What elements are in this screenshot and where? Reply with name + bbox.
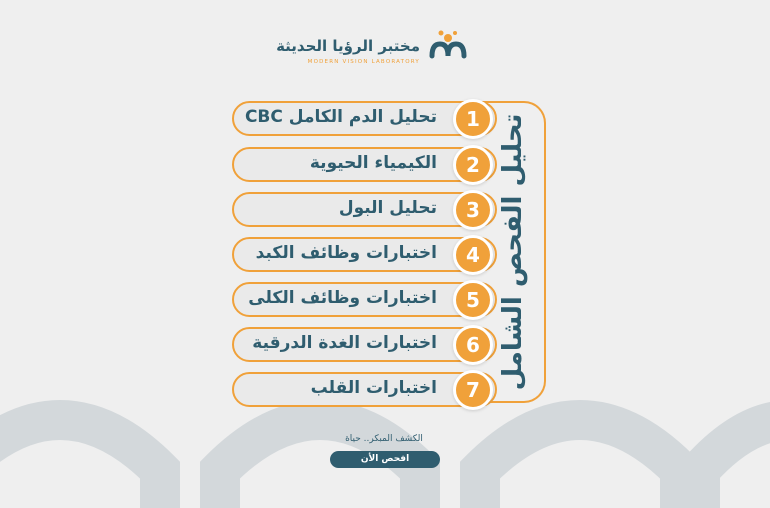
tagline: الكشف المبكر.. حياة: [345, 434, 423, 444]
test-number-badge: 3: [453, 190, 493, 230]
test-number-badge: 6: [453, 325, 493, 365]
test-item-label: الكيمياء الحيوية: [309, 153, 437, 173]
test-item-label: اختبارات وظائف الكبد: [255, 243, 437, 263]
lab-name-arabic: مختبر الرؤيا الحديثة: [276, 37, 420, 55]
test-item-label: اختبارات القلب: [310, 378, 437, 398]
check-now-button[interactable]: افحص الأن: [330, 451, 440, 468]
test-item-label: اختبارات وظائف الكلى: [248, 288, 437, 308]
test-number-badge: 1: [453, 99, 493, 139]
test-item-label: اختبارات الغدة الدرقية: [252, 333, 437, 353]
test-number-badge: 5: [453, 280, 493, 320]
lab-name-english: MODERN VISION LABORATORY: [307, 59, 420, 65]
test-number-badge: 7: [453, 370, 493, 410]
test-number-badge: 2: [453, 145, 493, 185]
test-number-badge: 4: [453, 235, 493, 275]
test-item-label: تحليل الدم الكامل CBC: [244, 107, 437, 127]
page-title: تحليل الفحص الشامل: [498, 113, 528, 391]
test-item-label: تحليل البول: [338, 198, 437, 218]
